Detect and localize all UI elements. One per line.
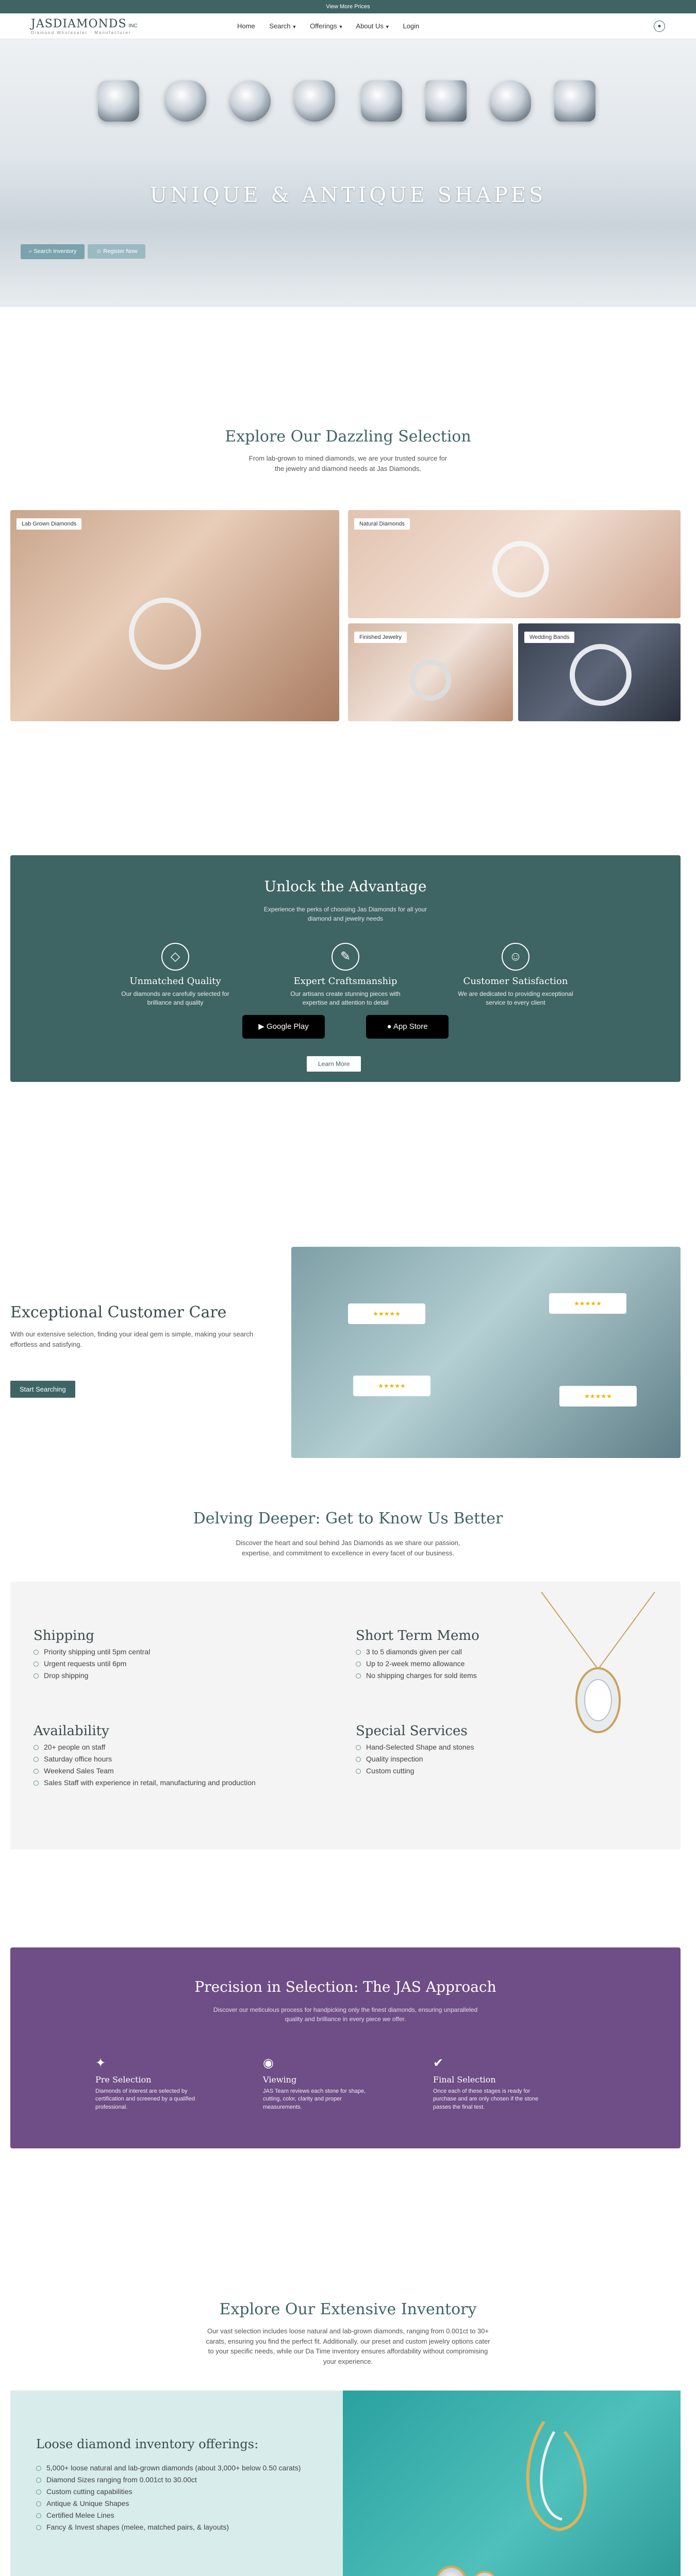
search-inventory-button[interactable] <box>21 244 85 259</box>
start-searching-button[interactable]: Start Searching <box>10 1381 75 1398</box>
list-item: 5,000+ loose natural and lab-grown diamonds (about 3,000+ below 0.50 carats) <box>36 2464 304 2472</box>
user-icon: ☺ <box>96 248 104 255</box>
step-desc: Once each of these stages is ready for purchase and are only chosen if the stone passes the final test. <box>433 2088 539 2110</box>
ring-image <box>492 541 549 598</box>
about-desc: Discover the heart and soul behind Jas Diamonds as we share our passion, expertise, and commitment to excellence in every facet of our business. <box>236 1539 460 1557</box>
step-desc: JAS Team reviews each stone for shape, cutting, color, clarity and proper measurements. <box>263 2088 366 2110</box>
shipping-block <box>34 1628 322 1683</box>
list-item: Drop shipping <box>34 1671 322 1680</box>
top-bar <box>0 0 696 13</box>
stud-earring <box>436 2566 467 2576</box>
wedding-bands-card[interactable] <box>518 623 681 721</box>
top-bar-text[interactable]: View More Prices <box>326 4 370 10</box>
memo-block <box>356 1628 510 1683</box>
jewelry-display-image <box>343 2391 681 2576</box>
list-item: Saturday office hours <box>34 1755 322 1763</box>
search-inventory-label: Search Inventory <box>34 248 77 255</box>
availability-block <box>34 1723 322 1790</box>
site-logo[interactable] <box>31 18 138 35</box>
advantage-title: Unlock the Advantage <box>264 878 427 895</box>
hero-title: UNIQUE & ANTIQUE SHAPES <box>150 183 546 207</box>
feature-satisfaction <box>454 943 577 1007</box>
step-final-selection <box>433 2056 552 2111</box>
approach-section <box>10 1947 681 2148</box>
finished-jewelry-card[interactable] <box>348 623 513 721</box>
list-item: Quality inspection <box>356 1755 510 1763</box>
diamond-image <box>554 80 595 122</box>
step-viewing <box>263 2056 382 2111</box>
list-item: Urgent requests until 6pm <box>34 1659 322 1668</box>
step-title: Viewing <box>263 2075 297 2084</box>
diamond-image <box>425 80 467 122</box>
care-desc: With our extensive selection, finding your ideal gem is simple, making your search effortless and satisfying. <box>10 1330 254 1348</box>
services-block <box>356 1723 510 1778</box>
list-item: Weekend Sales Team <box>34 1767 322 1775</box>
check-icon: ✔ <box>433 2056 444 2070</box>
step-title: Pre Selection <box>95 2075 152 2084</box>
google-play-badge[interactable] <box>242 1015 325 1039</box>
shipping-title: Shipping <box>34 1628 94 1643</box>
feature-quality <box>113 943 237 1007</box>
step-pre-selection <box>95 2056 214 2111</box>
diamond-image <box>98 80 139 122</box>
list-item: Antique & Unique Shapes <box>36 2499 304 2507</box>
feature-title: Customer Satisfaction <box>463 976 568 987</box>
list-item: Custom cutting <box>356 1767 510 1775</box>
sparkle-icon: ✦ <box>95 2056 106 2070</box>
play-icon: ▶ <box>258 1022 267 1031</box>
logo-text: JASDIAMONDS <box>31 18 127 30</box>
review-card: ★★★★★ <box>353 1376 430 1396</box>
register-now-button[interactable] <box>88 244 145 259</box>
review-card: ★★★★★ <box>348 1303 425 1324</box>
list-item: Priority shipping until 5pm central <box>34 1648 322 1656</box>
search-icon: ⌕ <box>29 248 34 255</box>
selection-desc: From lab-grown to mined diamonds, we are your trusted source for the jewelry and diamond needs at Jas Diamonds. <box>248 454 448 472</box>
earrings-image <box>513 2421 616 2535</box>
availability-title: Availability <box>34 1723 109 1739</box>
google-play-label: Google Play <box>266 1022 309 1031</box>
hero-banner <box>0 39 696 307</box>
memo-title: Short Term Memo <box>356 1628 479 1643</box>
handshake-icon: ☺ <box>502 943 529 971</box>
feature-craftsmanship <box>284 943 407 1007</box>
services-title: Special Services <box>356 1723 468 1739</box>
chevron-down-icon: ▼ <box>385 24 390 29</box>
register-now-label: Register Now <box>103 248 138 255</box>
nav-about[interactable]: About Us <box>356 22 384 30</box>
review-card: ★★★★★ <box>549 1293 626 1314</box>
diamond-icon: ◇ <box>161 943 189 971</box>
approach-desc: Discover our meticulous process for handpicking only the finest diamonds, ensuring unparalleled quality and brilliance in every piece we offer. <box>213 2006 478 2023</box>
list-item: Hand-Selected Shape and stones <box>356 1743 510 1751</box>
feature-desc: Our artisans create stunning pieces with expertise and attention to detail <box>290 990 401 1006</box>
list-item: Fancy & Invest shapes (melee, matched pairs, & layouts) <box>36 2523 304 2531</box>
inventory-desc: Our vast selection includes loose natural and lab-grown diamonds, ranging from 0.001ct to 30+ carats, ensuring you find the perfect fit. Additionally, our preset and custom jewelry options cater to your specific needs, while our Da Time inventory ensures affordability without compromising your experience. <box>206 2327 490 2365</box>
site-header <box>0 13 696 39</box>
chevron-down-icon: ▼ <box>338 24 343 29</box>
loose-list <box>36 2460 304 2535</box>
feature-title: Expert Craftsmanship <box>293 976 397 987</box>
advantage-desc: Experience the perks of choosing Jas Diamonds for all your diamond and jewelry needs <box>263 906 427 922</box>
diamond-image <box>361 80 402 122</box>
selection-title: Explore Our Dazzling Selection <box>225 428 471 446</box>
main-nav <box>237 22 419 30</box>
stud-earring <box>472 2571 498 2576</box>
card-label: Wedding Bands <box>524 632 574 643</box>
diamond-image <box>294 80 335 122</box>
ring-image <box>129 598 201 670</box>
care-title: Exceptional Customer Care <box>10 1303 227 1321</box>
list-item: 20+ people on staff <box>34 1743 322 1751</box>
about-panel <box>10 1582 681 1850</box>
nav-login[interactable]: Login <box>403 22 420 30</box>
feature-desc: We are dedicated to providing exceptional service to every client <box>458 990 573 1006</box>
card-label: Finished Jewelry <box>354 632 407 643</box>
customer-care-image <box>291 1247 681 1458</box>
list-item: No shipping charges for sold items <box>356 1671 510 1680</box>
apple-icon: ● <box>387 1022 393 1031</box>
ring-image <box>570 644 632 706</box>
list-item: Sales Staff with experience in retail, manufacturing and production <box>34 1778 322 1787</box>
user-icon[interactable]: ● <box>654 21 665 32</box>
diamond-image <box>490 80 531 122</box>
nav-search[interactable]: Search <box>269 22 291 30</box>
inventory-title: Explore Our Extensive Inventory <box>219 2300 477 2318</box>
step-desc: Diamonds of interest are selected by certification and screened by a qualified professional. <box>95 2088 195 2110</box>
lab-grown-card[interactable] <box>10 510 339 721</box>
step-title: Final Selection <box>433 2075 496 2084</box>
loose-title: Loose diamond inventory offerings: <box>36 2437 259 2451</box>
chevron-down-icon: ▼ <box>292 24 297 29</box>
eye-icon: ◉ <box>263 2056 274 2070</box>
natural-diamonds-card[interactable] <box>348 510 681 618</box>
app-store-badge[interactable] <box>366 1015 449 1039</box>
feature-desc: Our diamonds are carefully selected for brilliance and quality <box>121 990 229 1006</box>
list-item: Diamond Sizes ranging from 0.001ct to 30.00ct <box>36 2476 304 2484</box>
diamond-image <box>229 80 271 122</box>
review-card: ★★★★★ <box>559 1386 637 1406</box>
logo-suffix: INC <box>128 23 138 29</box>
ring-image <box>410 659 451 701</box>
necklace-image <box>531 1592 665 1747</box>
logo-tagline: Diamond Wholesaler · Manufacturer <box>31 30 131 35</box>
diamond-image <box>165 80 206 122</box>
advantage-learn-more-button[interactable]: Learn More <box>307 1056 361 1072</box>
list-item: Custom cutting capabilities <box>36 2487 304 2496</box>
list-item: 3 to 5 diamonds given per call <box>356 1648 510 1656</box>
list-item: Up to 2-week memo allowance <box>356 1659 510 1668</box>
nav-offerings[interactable]: Offerings <box>310 22 337 30</box>
app-store-label: App Store <box>393 1022 428 1031</box>
feature-title: Unmatched Quality <box>129 976 221 987</box>
nav-home[interactable]: Home <box>237 22 255 30</box>
card-label: Lab Grown Diamonds <box>16 518 81 530</box>
tools-icon: ✎ <box>332 943 359 971</box>
approach-title: Precision in Selection: The JAS Approach <box>194 1978 496 1995</box>
loose-diamonds-panel <box>10 2391 343 2576</box>
list-item: Certified Melee Lines <box>36 2511 304 2519</box>
advantage-section <box>10 855 681 1082</box>
about-title: Delving Deeper: Get to Know Us Better <box>193 1510 503 1528</box>
card-label: Natural Diamonds <box>354 518 410 530</box>
